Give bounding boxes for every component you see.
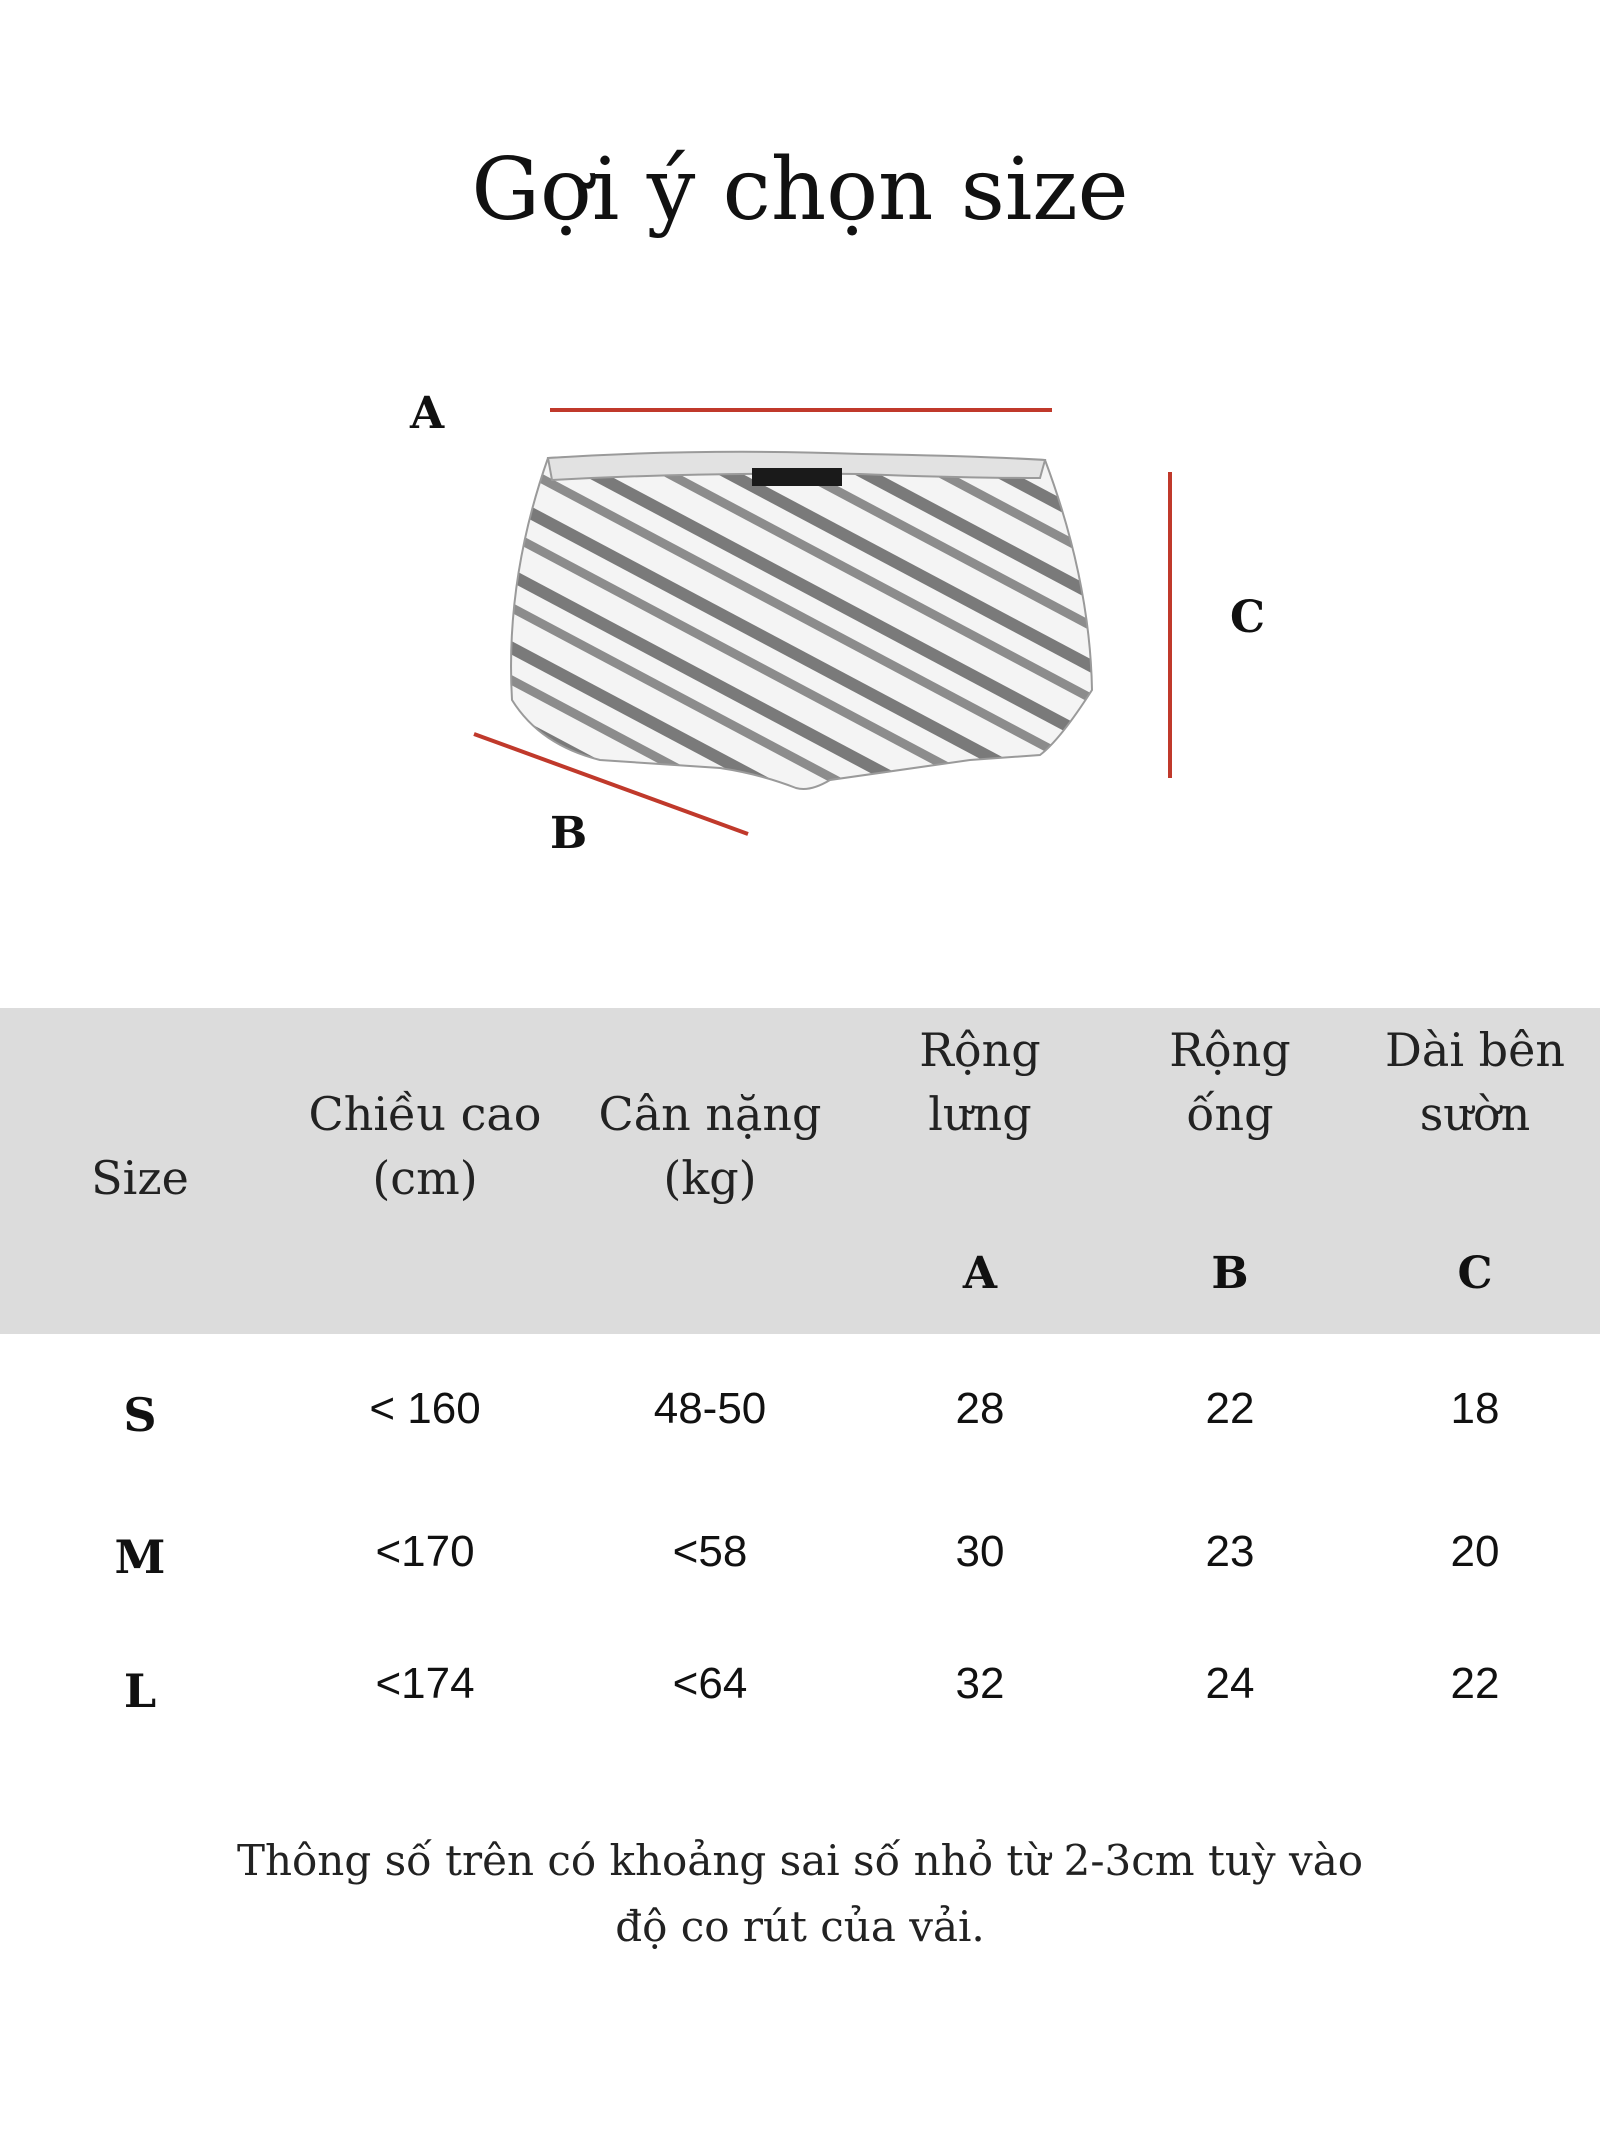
- cell-b: 22: [1205, 1384, 1255, 1433]
- shorts-body: [511, 453, 1092, 789]
- header-leg-line1: Rộng: [1169, 1023, 1291, 1077]
- size-table-header: [0, 1008, 1600, 1334]
- cell-c: 18: [1450, 1384, 1500, 1433]
- cell-a: 28: [955, 1384, 1005, 1433]
- header-height-line1: Chiều cao: [308, 1087, 542, 1141]
- dimension-label-c: C: [1230, 592, 1266, 643]
- shorts-illustration: [0, 360, 1600, 880]
- header-size: Size: [91, 1151, 189, 1205]
- cell-a: 32: [955, 1659, 1005, 1708]
- header-waist-line2: lưng: [928, 1087, 1032, 1141]
- header-side-line2: sườn: [1419, 1087, 1531, 1141]
- measurement-diagram: [0, 360, 1600, 880]
- cell-weight: <58: [672, 1527, 748, 1576]
- cell-height: < 160: [369, 1384, 481, 1433]
- header-weight-line2: (kg): [663, 1151, 757, 1205]
- page-title: Gợi ý chọn size: [471, 140, 1129, 240]
- header-leg-line2: ống: [1186, 1087, 1274, 1141]
- cell-c: 22: [1450, 1659, 1500, 1708]
- cell-a: 30: [955, 1527, 1005, 1576]
- dimension-label-b: B: [550, 808, 588, 859]
- header-height-line2: (cm): [372, 1151, 478, 1205]
- size-note: [200, 1828, 1400, 1960]
- cell-weight: 48-50: [653, 1384, 767, 1433]
- cell-c: 20: [1450, 1527, 1500, 1576]
- header-waist-letter: A: [962, 1248, 998, 1299]
- row-size-label: M: [114, 1530, 166, 1584]
- header-side-line1: Dài bên: [1385, 1023, 1565, 1077]
- header-side-letter: C: [1457, 1248, 1493, 1299]
- header-waist-line1: Rộng: [919, 1023, 1041, 1077]
- row-size-label: L: [123, 1664, 157, 1718]
- size-note-line2: độ co rút của vải.: [615, 1902, 985, 1951]
- row-size-label: S: [123, 1388, 157, 1442]
- brand-tag: [752, 468, 842, 486]
- cell-b: 24: [1205, 1659, 1255, 1708]
- cell-weight: <64: [672, 1659, 748, 1708]
- cell-height: <174: [375, 1659, 475, 1708]
- header-leg-letter: B: [1211, 1248, 1249, 1299]
- size-note-line1: Thông số trên có khoảng sai số nhỏ từ 2-3cm tuỳ vào: [236, 1836, 1364, 1885]
- header-weight-line1: Cân nặng: [598, 1087, 822, 1141]
- cell-b: 23: [1205, 1527, 1255, 1576]
- cell-height: <170: [375, 1527, 475, 1576]
- dimension-label-a: A: [410, 388, 445, 439]
